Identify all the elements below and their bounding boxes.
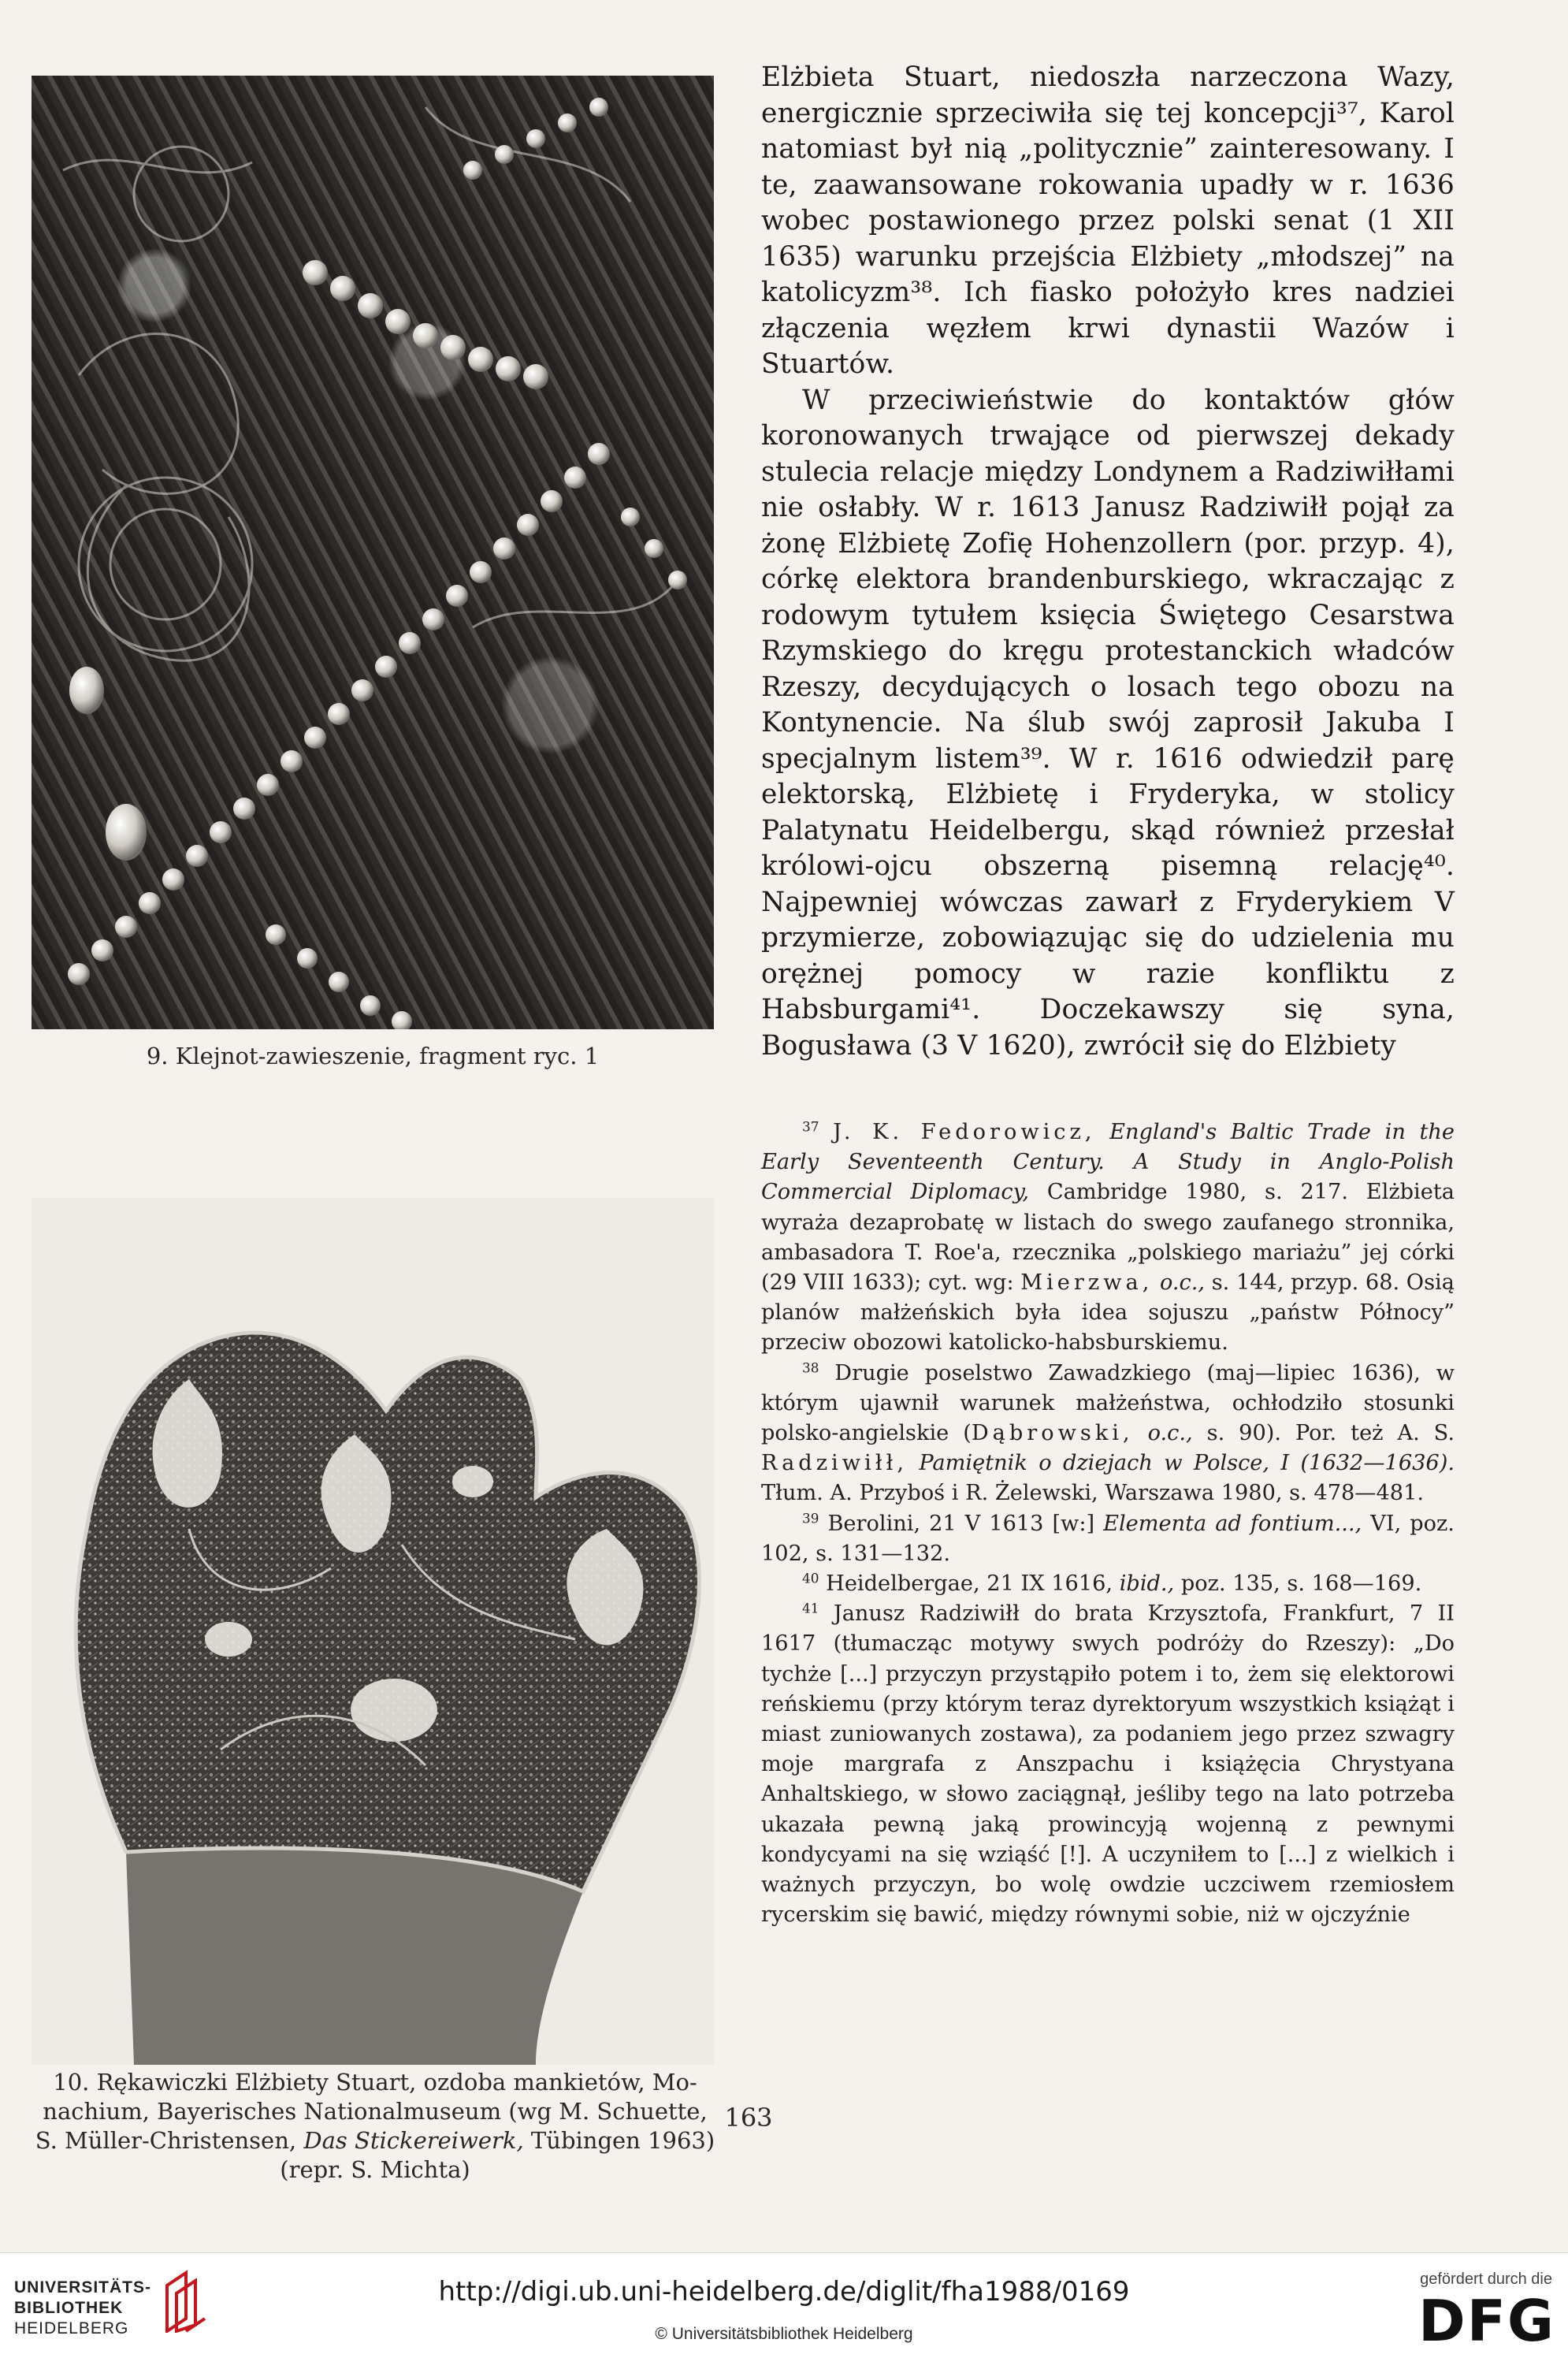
permalink-url[interactable]: http://digi.ub.uni-heidelberg.de/diglit/fha1988/0169 — [438, 2276, 1130, 2308]
figure-10-caption-line-3 — [20, 2126, 730, 2155]
footnote-41: $^{41}$ Janusz Radziwiłł do brata Krzysztofa, Frankfurt, 7 II 1617 (tłumacząc motywy swych podróży do Rzeszy): „Do tychże [...] przyczyn przystąpiło potem i to, żem się elektorowi reńskiemu (przy którym teraz dyrektoryum wszystkich książąt i miast zuniowanych zostawa), za podaniem jego przez szwagry moje margrafa z Anszpachu i książęcia Chrystyana Anhaltskiego, w słowo zaciągnął, jeśliby tego na lato potrzeba ukazała pewną jaką prowincyją wojenną z pewnymi kondycyami na się wziąść [!]. A uczyniłem to [...] z wielkich i ważnych przyczyn, bo wolę owdzie uczciwem rzemiosłem rycerskim się bawić, między równymi sobie, niż w ojczyźnie — [761, 1600, 1455, 1928]
library-footer — [0, 2252, 1568, 2369]
figure-10-caption — [20, 2068, 730, 2185]
footnote-39: $^{39}$ Berolini, 21 V 1613 [w:] Elementa ad fontium..., VI, poz. 102, s. 131—132. — [761, 1510, 1455, 1566]
footnote-40: $^{40}$ Heidelbergae, 21 IX 1616, ibid., poz. 135, s. 168—169. — [802, 1570, 1422, 1597]
footnote-38: $^{38}$ Drugie poselstwo Zawadzkiego (maj—lipiec 1636), w którym ujawnił warunek małżeństwa, ochłodziło stosunki polsko-angielskie (Dąbrowski, o.c., s. 90). Por. też A. S. Radziwiłł, Pamiętnik o dziejach w Polsce, I (1632—1636). Tłum. A. Przyboś i R. Żelewski, Warszawa 1980, s. 478—481. — [761, 1359, 1455, 1506]
copyright-notice: © Universitätsbibliothek Heidelberg — [655, 2325, 913, 2343]
figure-10-caption-line-1: 10. Rękawiczki Elżbiety Stuart, ozdoba mankietów, Mo- — [53, 2069, 697, 2096]
paragraph-2: W przeciwieństwie do kontaktów głów koronowanych trwające od pierwszej dekady stulecia relacje między Londynem a Radziwiłłami nie osłabły. W r. 1613 Janusz Radziwiłł pojął za żonę Elżbietę Zofię Hohenzollern (por. przyp. 4), córkę elektora brandenburskiego, wkraczając z rodowym tytułem księcia Świętego Cesarstwa Rzymskiego do kręgu protestanckich władców Rzeszy, decydujących o losach tego obozu na Kontynencie. Na ślub swój zaprosił Jakuba I specjalnym listem³⁹. W r. 1616 odwiedził parę elektorską, Elżbietę i Fryderyka, w stolicy Palatynatu Heidelbergu, skąd również przesłał królowi-ojcu obszerną pisemną relację⁴⁰. Najpewniej wówczas zawarł z Fryderykiem V przymierze, zobowiązując się do udzielenia mu orężnej pomocy w razie konfliktu z Habsburgami⁴¹. Doczekawszy się syna, Bogusława (3 V 1620), zwrócił się do Elżbiety — [761, 384, 1455, 1062]
dfg-logo-icon: DFG — [1418, 2288, 1555, 2354]
sponsor-label: gefördert durch die — [1420, 2270, 1552, 2288]
footnotes — [761, 1118, 1455, 1930]
ub-heidelberg-logo-icon — [162, 2270, 206, 2333]
library-name-line-1: UNIVERSITÄTS- — [14, 2278, 152, 2296]
library-name-line-3: HEIDELBERG — [14, 2319, 129, 2337]
caption-place-year: Tübingen 1963) — [530, 2127, 715, 2154]
library-name-line-2: BIBLIOTHEK — [14, 2299, 124, 2317]
figure-10-caption-line-2: nachium, Bayerisches Nationalmuseum (wg M. Schuette, — [43, 2098, 708, 2125]
caption-book-title: Das Stickereiwerk, — [303, 2127, 524, 2154]
figure-10-caption-line-4: (repr. S. Michta) — [280, 2156, 470, 2183]
caption-authors: S. Müller-Christensen, — [35, 2127, 297, 2154]
page-number: 163 — [724, 2103, 773, 2133]
figure-9-caption: 9. Klejnot-zawieszenie, fragment ryc. 1 — [146, 1043, 600, 1069]
footnote-37: $^{37}$ J. K. Fedorowicz, England's Baltic Trade in the Early Seventeenth Century. A Study in Anglo-Polish Commercial Diplomacy, Cambridge 1980, s. 217. Elżbieta wyraża dezaprobatę w listach do swego zaufanego stronnika, ambasadora T. Roe'a, rzecznika „polskiego mariażu” jej córki (29 VIII 1633); cyt. wg: Mierzwa, o.c., s. 144, przyp. 68. Osią planów małżeńskich była idea sojuszu „państw Północy” przeciw obozowi katolicko-habsburskiemu. — [761, 1118, 1455, 1356]
jewel-pendant-image — [32, 76, 714, 1029]
main-text-column — [761, 60, 1455, 1064]
glove-cuff-image — [32, 1198, 714, 2065]
figure-9-photo — [32, 76, 714, 1029]
paragraph-1: Elżbieta Stuart, niedoszła narzeczona Wazy, energicznie sprzeciwiła się tej koncepcji³⁷, Karol natomiast był nią „politycznie” zainteresowany. I te, zaawansowane rokowania upadły w r. 1636 wobec postawionego przez polski senat (1 XII 1635) warunku przejścia Elżbiety „młodszej” na katolicyzm³⁸. Ich fiasko położyło kres nadziei złączenia węzłem krwi dynastii Wazów i Stuartów. — [761, 61, 1455, 380]
figure-10-photo — [32, 1198, 714, 2065]
